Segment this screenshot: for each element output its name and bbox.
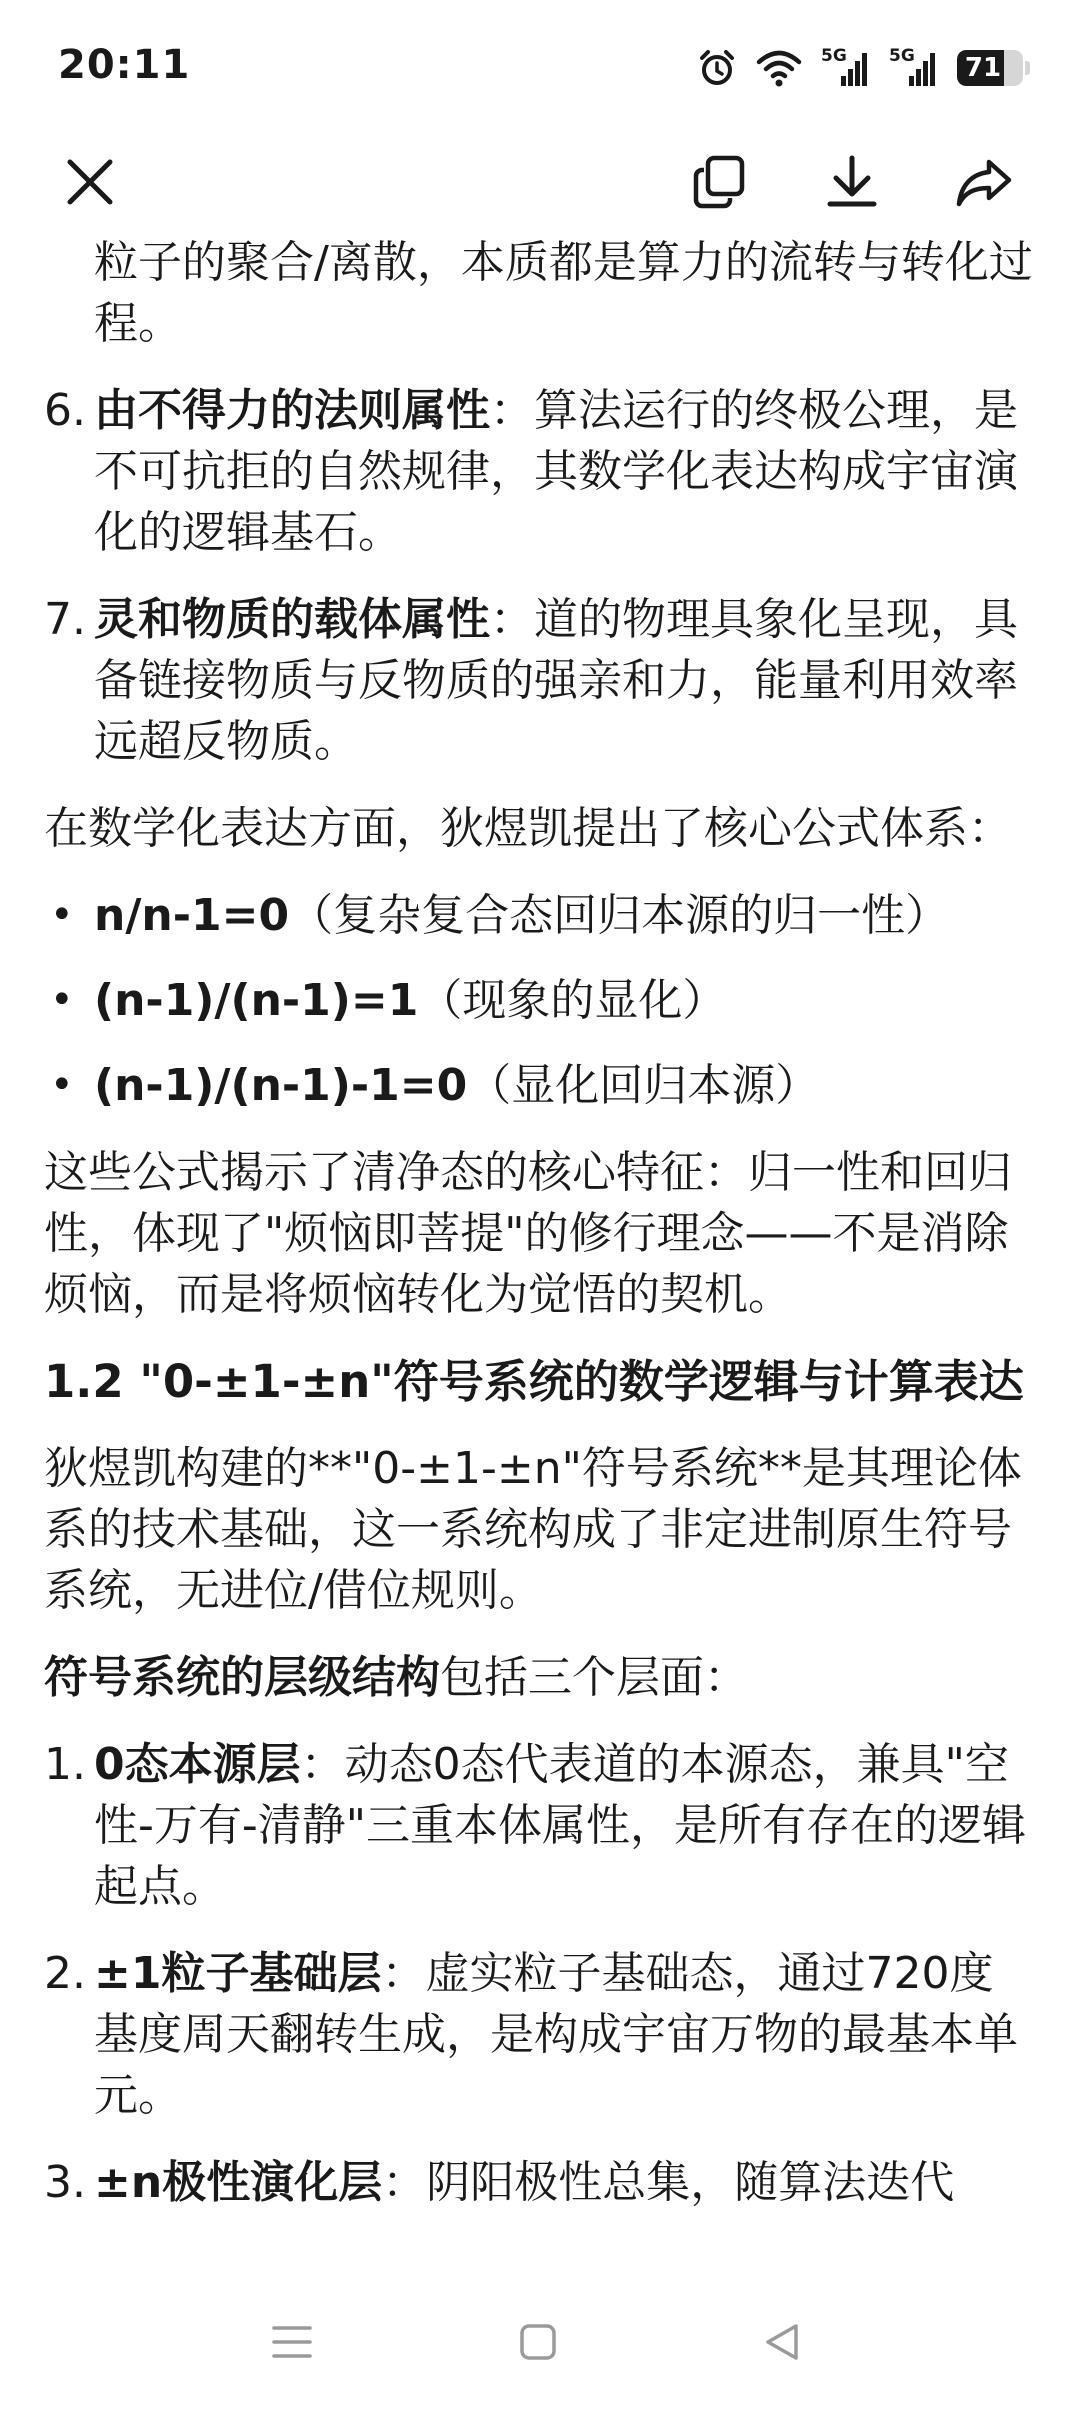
formula: n/n-1=0 (94, 890, 290, 941)
copy-button[interactable] (688, 150, 752, 214)
formula-note: （复杂复合态回归本源的归一性） (289, 890, 950, 941)
signal-5g-icon: 5G (821, 48, 871, 88)
list-number: 6. (44, 385, 86, 436)
list-item-text: ：道的物理具象化呈现，具备链接物质与反物质的强亲和力，能量利用效率远超反物质。 (94, 594, 1018, 767)
formula: (n-1)/(n-1)-1=0 (94, 1060, 468, 1111)
list-item-title: 0态本源层 (94, 1739, 301, 1790)
share-icon (955, 154, 1013, 210)
list-item (44, 1734, 1036, 1917)
recent-apps-button[interactable] (262, 2312, 322, 2372)
formula-note: （现象的显化） (418, 975, 727, 1026)
home-icon (518, 2322, 558, 2362)
list-number: 3. (44, 2157, 86, 2208)
status-time: 20:11 (58, 42, 191, 88)
list-item-text: ：阴阳极性总集，随算法迭代 (382, 2157, 955, 2208)
download-icon (824, 154, 880, 210)
bullet-item (44, 1055, 1036, 1116)
list-number: 7. (44, 594, 86, 645)
paragraph: 这些公式揭示了清净态的核心特征：归一性和回归性，体现了"烦恼即菩提"的修行理念——不是消除烦恼，而是将烦恼转化为觉悟的契机。 (44, 1147, 1012, 1320)
paragraph-text: 包括三个层面： (440, 1652, 748, 1703)
list-item-title: 灵和物质的载体属性 (94, 594, 490, 645)
paragraph (44, 1647, 1036, 1708)
formula: (n-1)/(n-1)=1 (94, 975, 419, 1026)
wifi-icon (755, 48, 803, 88)
back-button[interactable] (752, 2312, 812, 2372)
download-button[interactable] (820, 150, 884, 214)
list-item (44, 380, 1036, 563)
paragraph: 在数学化表达方面，狄煜凯提出了核心公式体系： (44, 803, 1012, 854)
share-button[interactable] (952, 150, 1016, 214)
list-item (44, 1943, 1036, 2126)
bullet-dot: • (50, 892, 74, 938)
bullet-item (44, 885, 1036, 946)
menu-icon (270, 2322, 314, 2362)
bullet-item (44, 970, 1036, 1031)
article-content (0, 226, 1080, 2272)
bold-text: 符号系统的层级结构 (44, 1652, 440, 1703)
list-number: 1. (44, 1739, 86, 1790)
alarm-icon (697, 48, 737, 88)
close-icon (64, 156, 116, 208)
formula-note: （显化回归本源） (467, 1060, 820, 1111)
navigation-bar (0, 2272, 1080, 2412)
back-icon (762, 2322, 802, 2362)
list-item (44, 589, 1036, 772)
list-item-title: ±1粒子基础层 (94, 1948, 382, 1999)
close-button[interactable] (58, 150, 122, 214)
toolbar (0, 130, 1080, 230)
battery-icon (957, 50, 1030, 86)
list-item-title: 由不得力的法则属性 (94, 385, 490, 436)
paragraph: 狄煜凯构建的**"0-±1-±n"符号系统**是其理论体系的技术基础，这一系统构成了非定进制原生符号系统，无进位/借位规则。 (44, 1443, 1022, 1616)
list-item-text: ：动态0态代表道的本源态，兼具"空性-万有-清静"三重本体属性，是所有存在的逻辑起点。 (94, 1739, 1026, 1912)
battery-level: 71 (964, 53, 1002, 83)
copy-icon (692, 154, 748, 210)
home-button[interactable] (508, 2312, 568, 2372)
section-heading: 1.2 "0-±1-±n"符号系统的数学逻辑与计算表达 (44, 1355, 1024, 1408)
bullet-dot: • (50, 977, 74, 1023)
status-bar (0, 0, 1080, 130)
list-item-text: ：算法运行的终极公理，是不可抗拒的自然规律，其数学化表达构成宇宙演化的逻辑基石。 (94, 385, 1018, 558)
list-item (44, 232, 1036, 354)
list-item (44, 2152, 1036, 2213)
list-item-title: ±n极性演化层 (94, 2157, 383, 2208)
bullet-dot: • (50, 1062, 74, 1108)
list-number: 2. (44, 1948, 86, 1999)
list-item-text: ：虚实粒子基础态，通过720度基度周天翻转生成，是构成宇宙万物的最基本单元。 (94, 1948, 1018, 2121)
signal-5g-icon: 5G (889, 48, 939, 88)
list-item-text: 粒子的聚合/离散，本质都是算力的流转与转化过程。 (94, 237, 1033, 349)
status-icons (697, 44, 1030, 92)
